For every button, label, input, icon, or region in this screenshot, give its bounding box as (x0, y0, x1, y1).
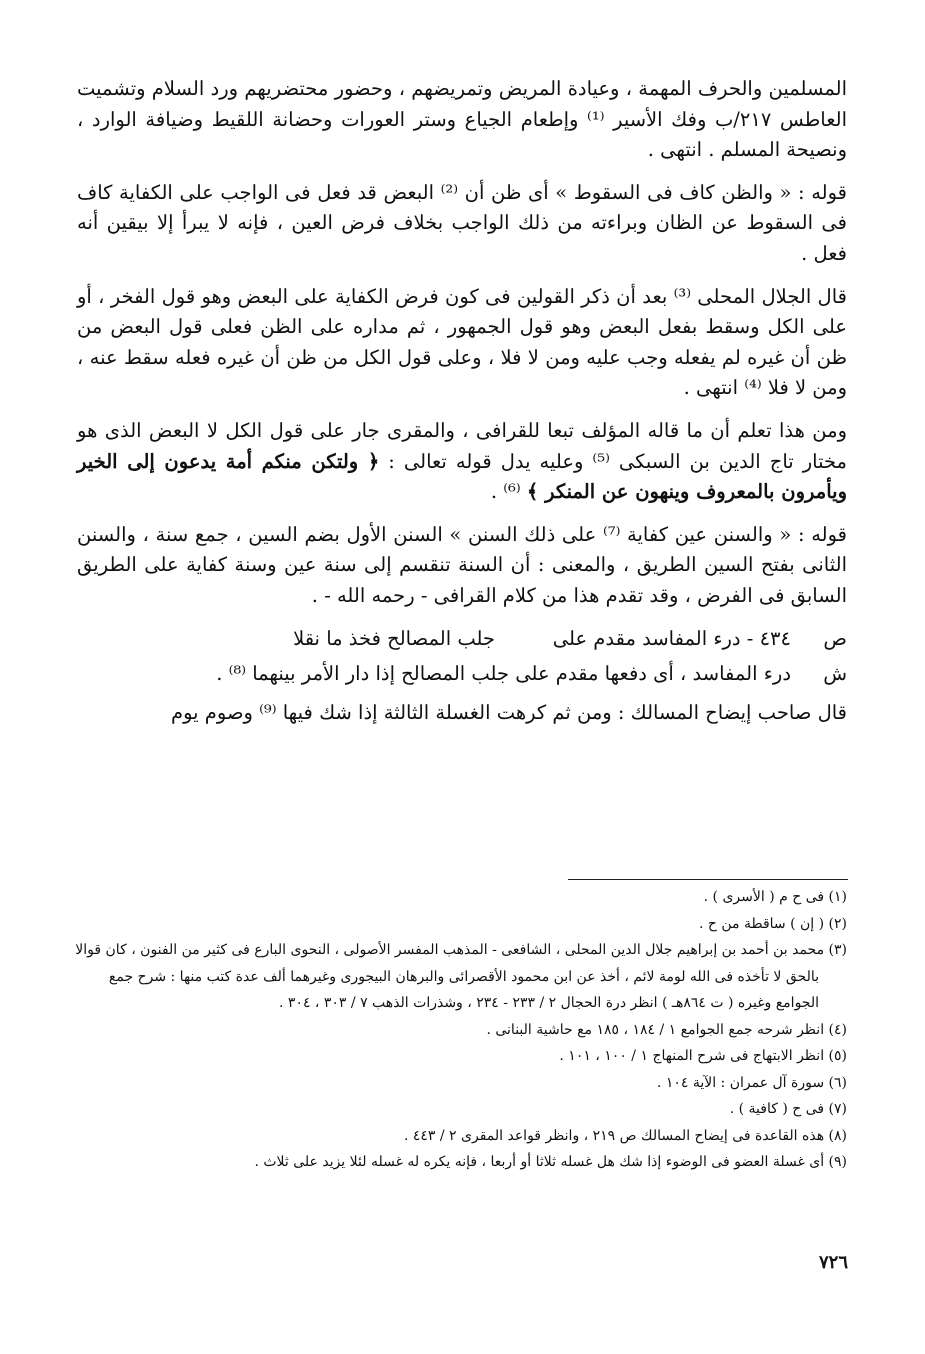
paragraph-1: المسلمين والحرف المهمة ، وعيادة المريض وتمريضهم ، وحضور محتضريهم ورد السلام وتشميت العاطس ٢١٧/ب وفك الأسير ⁽¹⁾ وإطعام الجياع وستر العورات وحضانة اللقيط وضيافة الوارد ، ونصيحة المسلم . انتهى . (77, 77, 847, 162)
paragraph-4 (77, 416, 847, 508)
paragraph-4-text: ومن هذا تعلم أن ما قاله المؤلف تبعا للقرافى ، والمقرى جار على قول الكل لا البعض الذى هو مختار تاج الدين بن السبكى ⁽⁵⁾ وعليه يدل قوله تعالى : (77, 418, 848, 473)
main-text (77, 74, 847, 740)
paragraph-5: قوله : « والسنن عين كفاية ⁽⁷⁾ على ذلك السنن » السنن الأول بضم السين ، جمع سنة ، والسنن الثانى بفتح السين الطريق ، والمعنى : أن السنة تنقسم إلى سنة عين وسنة كفاية على الطريق السابق فى الفرض ، وقد تقدم هذا من كلام القرافى - رحمه الله - . (77, 522, 847, 607)
poem-verse-line (77, 624, 847, 658)
quran-verse: ﴿ ولتكن منكم أمة يدعون إلى الخير ويأمرون بالمعروف وينهون عن المنكر ﴾ (77, 449, 847, 504)
footnote-1: (١) فى ح م ( الأسرى ) . (703, 889, 847, 905)
page-number: ٧٢٦ (818, 1252, 848, 1273)
footnotes (67, 884, 847, 1176)
footnote-5: (٥) انظر الابتهاج فى شرح المنهاج ١ / ١٠٠ ، ١٠١ . (559, 1048, 847, 1064)
footnote-4: (٤) انظر شرحه جمع الجوامع ١ / ١٨٤ ، ١٨٥ مع حاشية البنانى . (486, 1021, 847, 1038)
commentary-text: درء المفاسد ، أى دفعها مقدم على جلب المصالح إذا دار الأمر بينهما ⁽⁸⁾ . (216, 661, 791, 685)
footnote-3: (٣) محمد بن أحمد بن إبراهيم جلال الدين المحلى ، الشافعى - المذهب المفسر الأصولى ، النحوى البارع فى كثير من الفنون ، كان قوالا بالحق لا تأخذه فى الله لومة لائم ، أخذ عن ابن محمود الأقصرائى والبرهان البيجورى وغيرهما ألف عدة كتب منها : شرح جمع الجوامع وغيره ( ت ٨٦٤هـ ) انظر درة الحجال ٢ / ٢٣٣ - ٢٣٤ ، وشذرات الذهب ٧ / ٣٠٣ ، ٣٠٤ . (75, 942, 847, 1011)
paragraph-last: قال صاحب إيضاح المسالك : ومن ثم كرهت الغسلة الثالثة إذا شك فيها ⁽⁹⁾ وصوم يوم (171, 700, 847, 724)
poem-hemistich-first: ٤٣٤ - درء المفاسد مقدم على (552, 626, 791, 650)
paragraph-2: قوله : « والظن كاف فى السقوط » أى ظن أن ⁽²⁾ البعض قد فعل فى الواجب على الكفاية كاف فى السقوط عن الظان وبراءته من ذلك الواجب بخلاف فرض العين ، فإنه لا يبرأ إلا بيقين أنه فعل . (77, 180, 847, 265)
poem-hemistich-second: جلب المصالح فخذ ما نقلا (293, 626, 495, 650)
footnote-separator (568, 879, 848, 880)
paragraph-3: قال الجلال المحلى ⁽³⁾ بعد أن ذكر القولين فى كون فرض الكفاية على البعض وهو قول الفخر ، أو على الكل وسقط بفعل البعض وهو قول الجمهور ، ثم مداره على الظن فعلى قول البعض من ظن أن غيره لم يفعله وجب عليه ومن لا فلا ، وعلى قول الكل من ظن أن غيره فعله سقط عنه ، ومن لا فلا ⁽⁴⁾ انتهى . (77, 284, 847, 400)
footnote-2: (٢) ( إن ) ساقطة من ح . (698, 915, 847, 932)
footnote-6: (٦) سورة آل عمران : الآية ١٠٤ . (656, 1074, 847, 1091)
footnote-7: (٧) فى ح ( كافية ) . (729, 1101, 847, 1117)
verse-reference: ⁽⁶⁾ . (490, 480, 521, 504)
commentary-marker: ش (823, 661, 847, 685)
footnote-8: (٨) هذه القاعدة فى إيضاح المسالك ص ٢١٩ ، وانظر قواعد المقرى ٢ / ٤٤٣ . (403, 1127, 847, 1144)
footnote-9: (٩) أى غسلة العضو فى الوضوء إذا شك هل غسله ثلاثا أو أربعا ، فإنه يكره له غسله لئلا يزيد على ثلاث . (254, 1154, 847, 1170)
commentary-line (77, 658, 847, 698)
poem-marker: ص (823, 626, 847, 650)
